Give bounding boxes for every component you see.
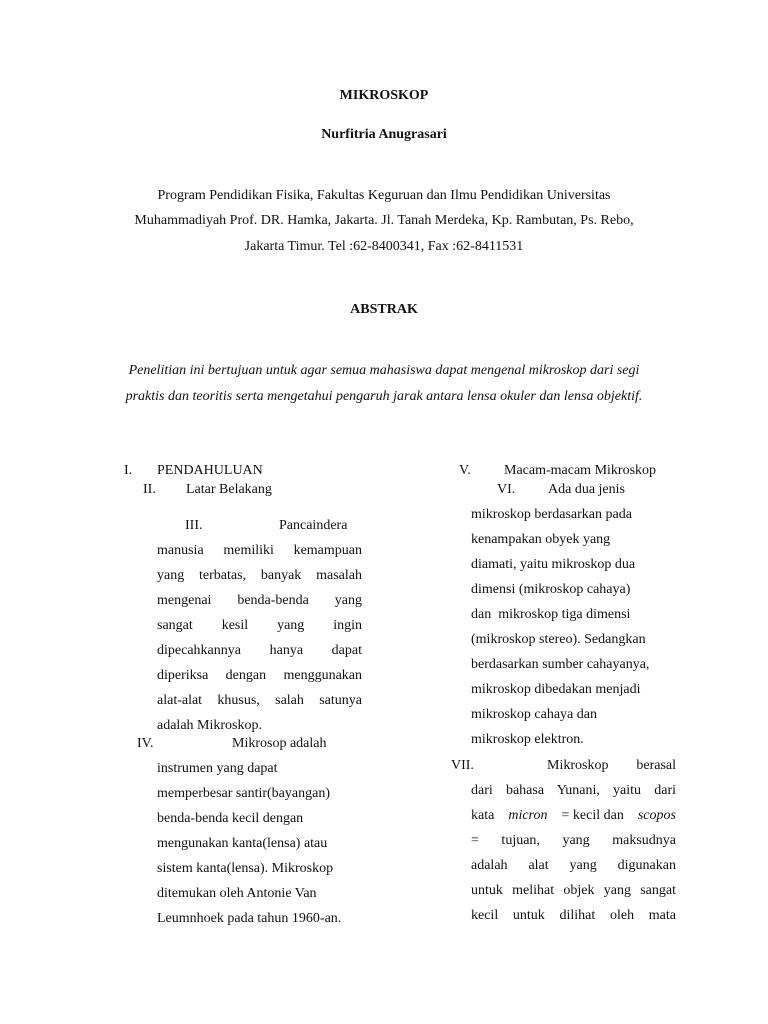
- paragraph-line: dimensi (mikroskop cahaya): [471, 582, 631, 597]
- paragraph-line: ditemukan oleh Antonie Van: [157, 886, 317, 901]
- affiliation-line-1: Program Pendidikan Fisika, Fakultas Keguruan dan Ilmu Pendidikan Universitas: [157, 188, 611, 203]
- paragraph-line: alat-alat khusus, salah satunya: [157, 693, 362, 708]
- paragraph-number: III.: [185, 518, 203, 533]
- paragraph-line: benda-benda kecil dengan: [157, 811, 304, 826]
- author-name: Nurfitria Anugrasari: [321, 127, 447, 142]
- paragraph-line: [471, 808, 676, 824]
- paragraph-line: memperbesar santir(bayangan): [157, 786, 330, 801]
- paragraph-first-word: Pancaindera: [279, 518, 348, 533]
- paragraph-line: mikroskop cahaya dan: [471, 707, 597, 722]
- section-number: I.: [124, 463, 133, 478]
- paragraph-line: mikroskop berdasarkan pada: [471, 507, 632, 522]
- paragraph-first-words: Ada dua jenis: [548, 482, 625, 497]
- subsection-number: II.: [143, 482, 156, 497]
- paragraph-line: adalah alat yang digunakan: [471, 858, 676, 873]
- paragraph-first-words: Mikrosop adalah: [232, 736, 327, 751]
- paragraph-line: manusia memiliki kemampuan: [157, 543, 362, 558]
- paragraph-line: Leumnhoek pada tahun 1960-an.: [157, 911, 342, 926]
- paragraph-line: mikroskop dibedakan menjadi: [471, 682, 641, 697]
- paragraph-line: berdasarkan sumber cahayanya,: [471, 657, 650, 672]
- paragraph-first-words: Mikroskop berasal: [547, 758, 676, 773]
- paragraph-line: adalah Mikroskop.: [157, 718, 262, 733]
- paragraph-line: diamati, yaitu mikroskop dua: [471, 557, 636, 572]
- section-heading: Macam-macam Mikroskop: [504, 463, 657, 478]
- paragraph-line: = tujuan, yang maksudnya: [471, 833, 676, 848]
- paragraph-line: sistem kanta(lensa). Mikroskop: [157, 861, 334, 876]
- abstract-line-2: praktis dan teoritis serta mengetahui pengaruh jarak antara lensa okuler dan lensa objektif.: [125, 389, 643, 404]
- paragraph-number: VI.: [497, 482, 516, 497]
- paragraph-line: yang terbatas, banyak masalah: [157, 568, 362, 583]
- subsection-heading: Latar Belakang: [186, 482, 272, 497]
- paragraph-line: mengenai benda-benda yang: [157, 593, 362, 608]
- paragraph-line: dan mikroskop tiga dimensi: [471, 607, 631, 622]
- paragraph-line: dari bahasa Yunani, yaitu dari: [471, 783, 676, 798]
- paragraph-line: instrumen yang dapat: [157, 761, 278, 776]
- term-scopos: scopos: [637, 808, 676, 823]
- section-number: V.: [459, 463, 471, 478]
- word: = kecil dan: [561, 808, 624, 823]
- paragraph-line: diperiksa dengan menggunakan: [157, 668, 362, 683]
- paragraph-line: mengunakan kanta(lensa) atau: [157, 836, 328, 851]
- paragraph-line: untuk melihat objek yang sangat: [471, 883, 676, 898]
- term-micron: micron: [508, 808, 548, 823]
- paragraph-number: VII.: [451, 758, 474, 773]
- affiliation-line-3: Jakarta Timur. Tel :62-8400341, Fax :62-8411531: [244, 239, 524, 254]
- abstract-heading: ABSTRAK: [350, 302, 418, 317]
- paragraph-line: (mikroskop stereo). Sedangkan: [471, 632, 646, 647]
- paragraph-line: kecil untuk dilihat oleh mata: [471, 908, 676, 923]
- abstract-line-1: Penelitian ini bertujuan untuk agar semua mahasiswa dapat mengenal mikroskop dari segi: [128, 363, 640, 378]
- paragraph-line: mikroskop elektron.: [471, 732, 584, 747]
- paragraph-line: kenampakan obyek yang: [471, 532, 611, 547]
- word: kata: [471, 808, 495, 823]
- document-title: MIKROSKOP: [339, 88, 429, 103]
- affiliation-line-2: Muhammadiyah Prof. DR. Hamka, Jakarta. Jl. Tanah Merdeka, Kp. Rambutan, Ps. Rebo,: [134, 213, 634, 228]
- section-heading: PENDAHULUAN: [157, 463, 263, 478]
- paragraph-line: dipecahkannya hanya dapat: [157, 643, 362, 658]
- paragraph-line: sangat kesil yang ingin: [157, 618, 362, 633]
- paragraph-number: IV.: [137, 736, 154, 751]
